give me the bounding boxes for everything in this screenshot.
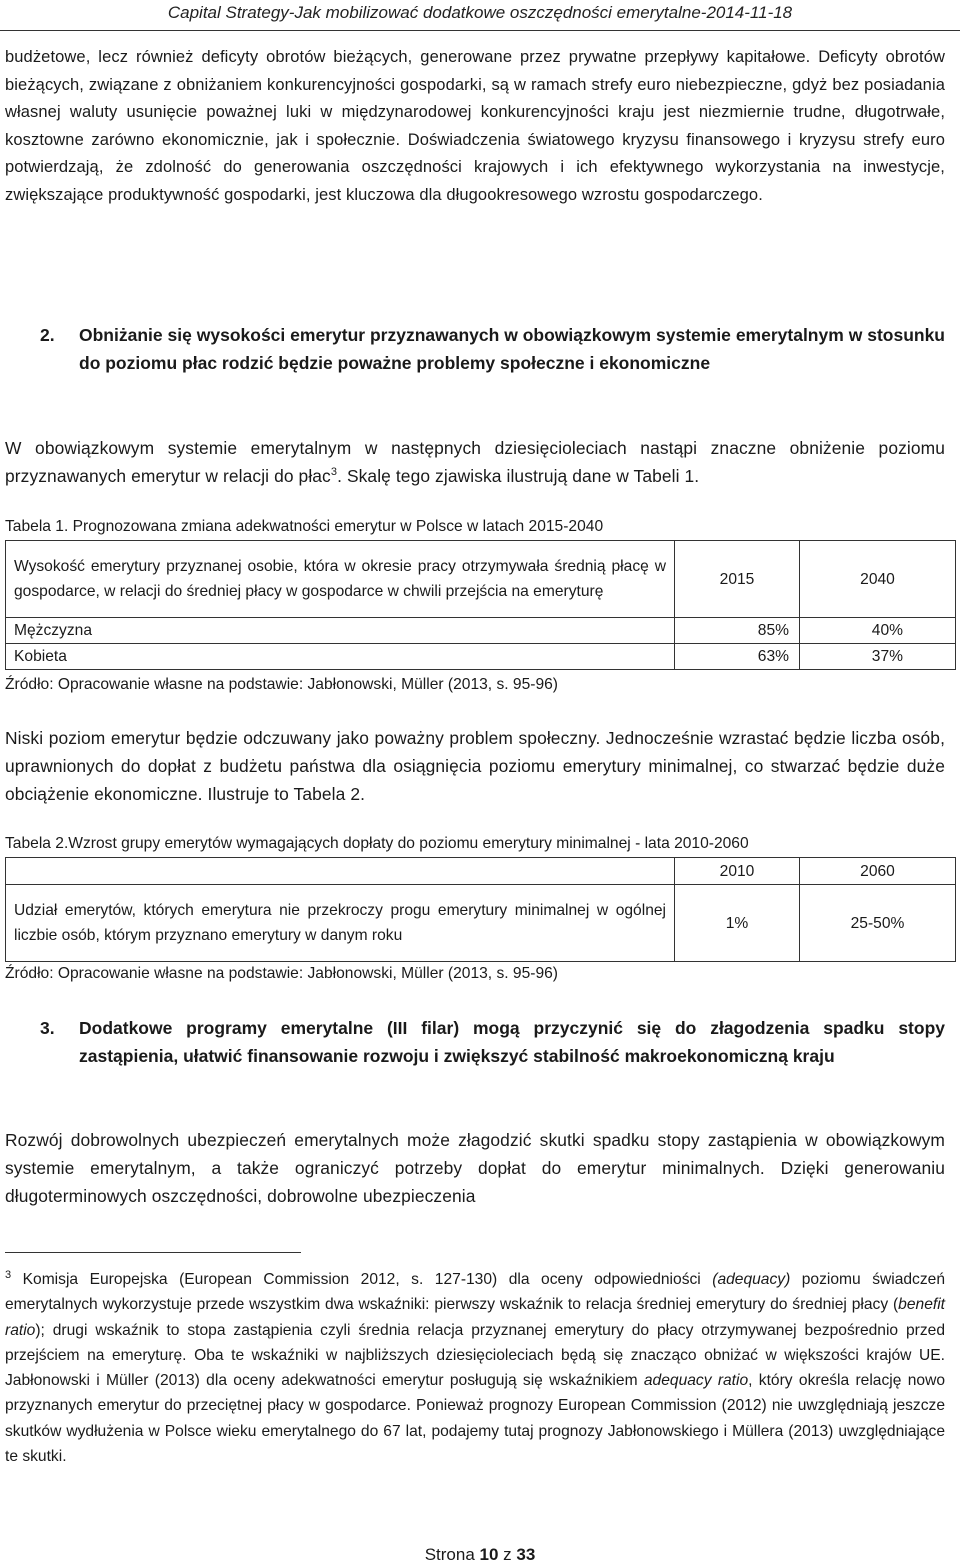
table-row — [6, 644, 956, 670]
header-rule — [0, 30, 960, 31]
table1-row-label: Mężczyzna — [6, 618, 675, 644]
total-pages: 33 — [516, 1545, 536, 1564]
table1-col-2040: 2040 — [800, 541, 956, 618]
table-1 — [5, 540, 956, 670]
table1-col-2015: 2015 — [675, 541, 800, 618]
page-footer: Strona 10 z 33 — [424, 1545, 536, 1564]
heading-number: 2. — [40, 325, 55, 345]
paragraph-voluntary-insurance: Rozwój dobrowolnych ubezpieczeń emerytalnych może złagodzić skutki spadku stopy zastąpienia w obowiązkowym systemie emerytalnym, a także ograniczyć potrzeby dopłat do emerytur minimalnych. Dzięki generowaniu długoterminowych oszczędności, dobrowolne ubezpieczenia — [5, 1130, 945, 1207]
table1-source: Źródło: Opracowanie własne na podstawie: Jabłonowski, Müller (2013, s. 95-96) — [5, 676, 558, 693]
header-title: Capital Strategy-Jak mobilizować dodatkowe oszczędności emerytalne-2014-11-18 — [167, 3, 793, 22]
table1-row-label: Kobieta — [6, 644, 675, 670]
section-heading-2 — [40, 322, 945, 378]
heading-number: 3. — [40, 1018, 55, 1038]
table-row — [6, 618, 956, 644]
table1-cell: 37% — [800, 644, 956, 670]
heading-text: Dodatkowe programy emerytalne (III filar) mogą przyczynić się do złagodzenia spadku stopy zastąpienia, ułatwić finansowanie rozwoju i zwiększyć stabilność makroekonomiczną kraju — [79, 1018, 945, 1066]
table1-header-desc: Wysokość emerytury przyznanej osobie, która w okresie pracy otrzymywała średnią płacę w gospodarce, w relacji do średniej płacy w gospodarce w chwili przejścia na emeryturę — [6, 541, 675, 618]
table2-caption: Tabela 2.Wzrost grupy emerytów wymagających dopłaty do poziomu emerytury minimalnej - lata 2010-2060 — [5, 835, 749, 852]
table-row — [6, 858, 956, 885]
footnote-3: $^3$ Komisja Europejska (European Commission 2012, s. 127-130) dla oceny odpowiedniości (adequacy) poziomu świadczeń emerytalnych wykorzystuje przede wszystkim dwa wskaźniki: pierwszy wskaźnik to relacja średniej emerytury do średniej płacy (benefit ratio); drugi wskaźnik to stopa zastąpienia czyli średnia relacja przyznanej emerytury do płacy otrzymywanej bezpośrednio przed przejściem na emeryturę. Oba te wskaźniki w najbliższych dziesięcioleciach będą się znacząco obniżać w większości krajów UE. Jabłonowski i Müller (2013) dla oceny adekwatności emerytur posługują się wskaźnikiem adequacy ratio, który określa relację nowo przyznanych emerytur do przeciętnej płacy w gospodarce. Ponieważ prognozy European Commission (2012) nie uwzględniają jeszcze skutków wydłużenia w Polsce wieku emerytalnego do 67 lat, podajemy tutaj prognozy Jabłonowskiego i Müllera (2013) uwzględniające te skutki. — [5, 1268, 946, 1466]
footnote-ref[interactable]: 3 — [330, 466, 338, 479]
table-row — [6, 885, 956, 962]
footnote-marker: 3 — [5, 1268, 12, 1281]
table1-cell: 63% — [675, 644, 800, 670]
running-header — [0, 0, 960, 26]
table2-col-2010: 2010 — [675, 858, 800, 885]
table2-col-2060: 2060 — [800, 858, 956, 885]
table2-cell: 1% — [675, 885, 800, 962]
footnote-separator — [5, 1252, 301, 1253]
table2-row-label: Udział emerytów, których emerytura nie przekroczy progu emerytury minimalnej w ogólnej liczbie osób, którym przyznano emerytury w danym roku — [6, 885, 675, 962]
table-2 — [5, 857, 956, 962]
section-heading-3 — [40, 1015, 945, 1071]
table1-cell: 85% — [675, 618, 800, 644]
table2-cell: 25-50% — [800, 885, 956, 962]
heading-text: Obniżanie się wysokości emerytur przyznawanych w obowiązkowym systemie emerytalnym w stosunku do poziomu płac rodzić będzie poważne problemy społeczne i ekonomiczne — [79, 325, 945, 373]
table-row — [6, 541, 956, 618]
table2-header-empty — [6, 858, 675, 885]
paragraph-low-pensions: Niski poziom emerytur będzie odczuwany jako poważny problem społeczny. Jednocześnie wzrastać będzie liczba osób, uprawnionych do dopłat z budżetu państwa dla osiągnięcia poziomu emerytury minimalnej, co stwarzać będzie duże obciążenie ekonomiczne. Ilustruje to Tabela 2. — [5, 728, 945, 805]
paragraph-deficits: budżetowe, lecz również deficyty obrotów bieżących, generowane przez prywatne przepływy kapitałowe. Deficyty obrotów bieżących, związane z obniżaniem konkurencyjności gospodarki, są w ramach strefy euro niebezpieczne, gdyż bez posiadania własnej waluty usunięcie poważnej luki w międzynarodowej konkurencyjności kraju jest niezmiernie trudne, długotrwałe, kosztowne zarówno ekonomicznie, jak i społecznie. Doświadczenia światowego kryzysu finansowego i kryzysu strefy euro potwierdzają, że zdolność do generowania oszczędności krajowych i ich efektywnego wykorzystania na inwestycje, zwiększające produktywność gospodarki, jest kluczowa dla długookresowego wzrostu gospodarczego. — [5, 48, 946, 204]
table1-cell: 40% — [800, 618, 956, 644]
table2-source: Źródło: Opracowanie własne na podstawie: Jabłonowski, Müller (2013, s. 95-96) — [5, 965, 558, 982]
table1-caption: Tabela 1. Prognozowana zmiana adekwatności emerytur w Polsce w latach 2015-2040 — [5, 518, 604, 535]
current-page: 10 — [479, 1545, 499, 1564]
paragraph-pension-decline: W obowiązkowym systemie emerytalnym w następnych dziesięcioleciach nastąpi znaczne obniżenie poziomu przyznawanych emerytur w relacji do płac$^3$. Skalę tego zjawiska ilustrują dane w Tabeli 1. — [5, 438, 945, 487]
